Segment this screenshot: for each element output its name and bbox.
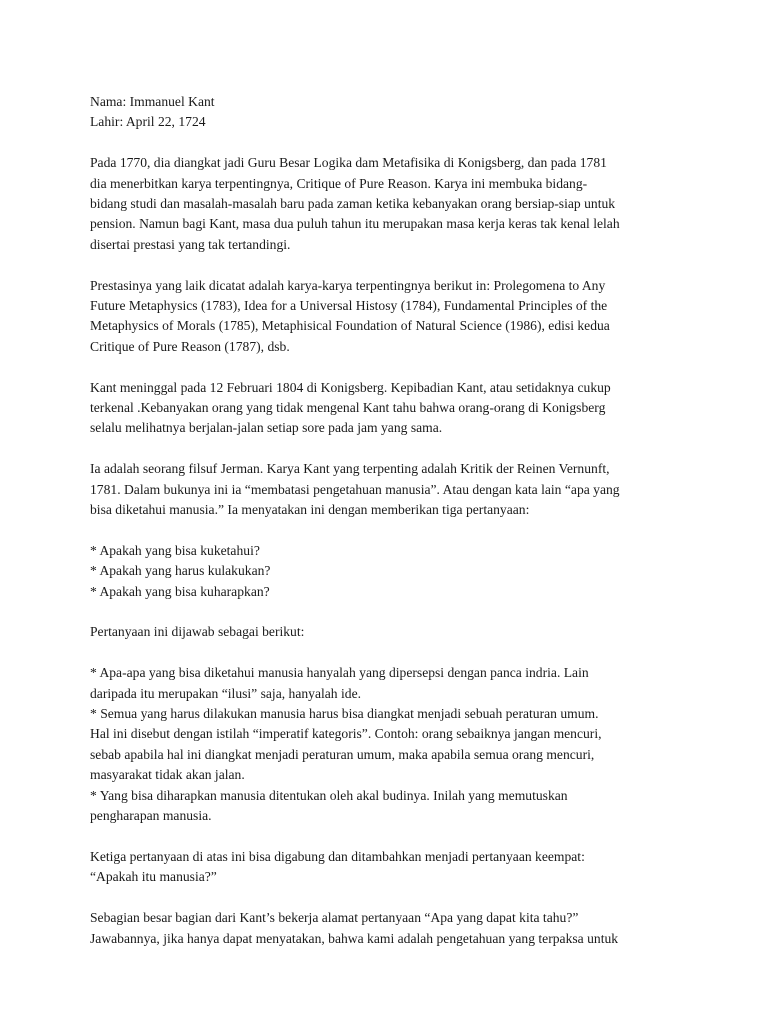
paragraph-line: “Apakah itu manusia?”: [90, 869, 217, 885]
paragraph-line: * Apakah yang bisa kuketahui?: [90, 542, 260, 558]
paragraph-line: Prestasinya yang laik dicatat adalah karya-karya terpentingnya berikut in: Prolegomena to Any: [90, 277, 606, 293]
document-page: [90, 92, 690, 969]
paragraph-line: 1781. Dalam bukunya ini ia “membatasi pengetahuan manusia”. Atau dengan kata lain “apa yang: [90, 481, 620, 497]
paragraph: [90, 622, 690, 642]
paragraph-line: Ia adalah seorang filsuf Jerman. Karya Kant yang terpenting adalah Kritik der Reinen Vernunft,: [90, 461, 610, 477]
paragraph-line: masyarakat tidak akan jalan.: [90, 767, 245, 783]
paragraph-line: terkenal .Kebanyakan orang yang tidak mengenal Kant tahu bahwa orang-orang di Konigsberg: [90, 400, 606, 416]
paragraph-line: Metaphysics of Morals (1785), Metaphisical Foundation of Natural Science (1986), edisi kedua: [90, 318, 610, 334]
paragraph: [90, 459, 690, 520]
paragraph-line: Critique of Pure Reason (1787), dsb.: [90, 338, 290, 354]
paragraph-line: pengharapan manusia.: [90, 808, 212, 824]
paragraph-line: disertai prestasi yang tak tertandingi.: [90, 236, 291, 252]
paragraph-line: pension. Namun bagi Kant, masa dua puluh tahun itu merupakan masa kerja keras tak kenal lelah: [90, 216, 620, 232]
document-header: [90, 92, 690, 133]
paragraph-line: Jawabannya, jika hanya dapat menyatakan, bahwa kami adalah pengetahuan yang terpaksa untuk: [90, 930, 619, 946]
document-body: [90, 153, 690, 949]
birth-line: Lahir: April 22, 1724: [90, 114, 206, 130]
paragraph: [90, 153, 690, 255]
paragraph-line: * Apakah yang harus kulakukan?: [90, 563, 271, 579]
paragraph: [90, 276, 690, 358]
paragraph-line: dia menerbitkan karya terpentingnya, Critique of Pure Reason. Karya ini membuka bidang-: [90, 175, 588, 191]
paragraph-line: bidang studi dan masalah-masalah baru pada zaman ketika kebanyakan orang bersiap-siap untuk: [90, 196, 616, 212]
paragraph-line: Ketiga pertanyaan di atas ini bisa digabung dan ditambahkan menjadi pertanyaan keempat:: [90, 848, 585, 864]
paragraph-line: * Semua yang harus dilakukan manusia harus bisa diangkat menjadi sebuah peraturan umum.: [90, 706, 599, 722]
paragraph-line: Pada 1770, dia diangkat jadi Guru Besar Logika dam Metafisika di Konigsberg, dan pada 1781: [90, 155, 607, 171]
paragraph-line: daripada itu merupakan “ilusi” saja, hanyalah ide.: [90, 685, 362, 701]
paragraph-line: selalu melihatnya berjalan-jalan setiap sore pada jam yang sama.: [90, 420, 443, 436]
paragraph: [90, 663, 690, 826]
name-line: Nama: Immanuel Kant: [90, 94, 215, 109]
paragraph-line: bisa diketahui manusia.” Ia menyatakan ini dengan memberikan tiga pertanyaan:: [90, 502, 530, 518]
paragraph-line: sebab apabila hal ini diangkat menjadi peraturan umum, maka apabila semua orang mencuri,: [90, 746, 595, 762]
paragraph-line: * Apakah yang bisa kuharapkan?: [90, 583, 270, 599]
paragraph-line: * Yang bisa diharapkan manusia ditentukan oleh akal budinya. Inilah yang memutuskan: [90, 787, 568, 803]
paragraph-line: Kant meninggal pada 12 Februari 1804 di Konigsberg. Kepibadian Kant, atau setidaknya cukup: [90, 379, 611, 395]
paragraph-line: * Apa-apa yang bisa diketahui manusia hanyalah yang dipersepsi dengan panca indria. Lain: [90, 665, 589, 681]
paragraph-line: Sebagian besar bagian dari Kant’s bekerja alamat pertanyaan “Apa yang dapat kita tahu?”: [90, 910, 579, 926]
paragraph-line: Future Metaphysics (1783), Idea for a Universal Histosy (1784), Fundamental Principles of the: [90, 298, 608, 314]
paragraph-line: Hal ini disebut dengan istilah “imperatif kategoris”. Contoh: orang sebaiknya jangan mencuri,: [90, 726, 602, 742]
paragraph: [90, 908, 690, 949]
paragraph: [90, 847, 690, 888]
paragraph: [90, 541, 690, 602]
paragraph: [90, 378, 690, 439]
paragraph-line: Pertanyaan ini dijawab sebagai berikut:: [90, 624, 305, 640]
